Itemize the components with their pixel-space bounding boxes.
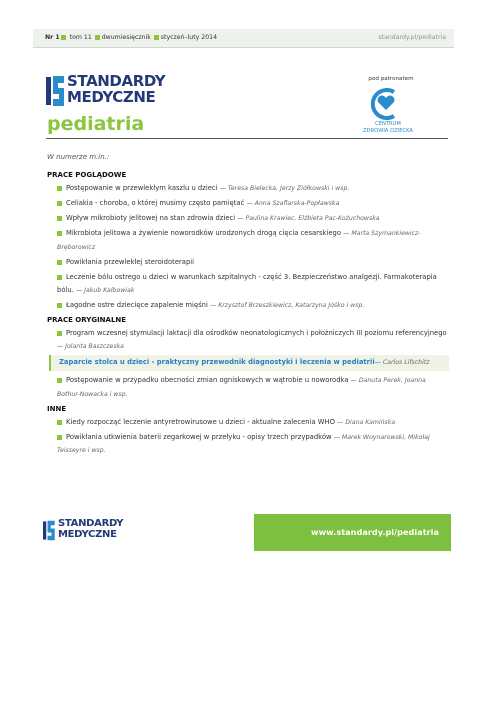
header-divider [46,138,448,139]
bullet-square-icon [57,260,62,265]
header-url[interactable]: standardy.pl/pediatria [378,34,446,41]
article-authors: — Teresa Bielecka, Jerzy Ziółkowski i wsp. [219,185,350,193]
list-item[interactable] [47,197,449,210]
list-item[interactable] [47,299,449,312]
article-title: Powikłania utkwienia baterii zegarkowej w przełyku - opisy trzech przypadków [66,432,332,441]
bullet-square-icon [57,216,62,221]
issue-bar [33,29,454,48]
logo-mark-icon [46,74,66,108]
issue-frequency: dwumiesięcznik [101,34,151,41]
patronage-name-line-2: ZDROWIA DZIECKA [363,128,413,134]
footer-logo-line-2: MEDYCZNE [58,528,117,540]
bullet-square-icon [154,35,159,40]
patronage-label: pod patronatem [368,76,414,82]
bullet-square-icon [57,201,62,206]
logo-mark-icon [43,519,56,542]
bullet-square-icon [57,378,62,383]
article-authors: — Anna Szaflarska-Popławska [246,200,340,208]
bullet-square-icon [61,35,66,40]
article-title: Postępowanie w przypadku obecności zmian ogniskowych w wątrobie u noworodka [66,376,349,385]
article-title: Kiedy rozpocząć leczenie antyretrowirusowe u dzieci - aktualne zalecenia WHO [66,417,335,426]
list-item[interactable] [47,227,449,253]
section-heading: PRACE POGLĄDOWE [47,171,127,180]
issue-volume: tom 11 [69,34,92,41]
table-of-contents [47,151,449,459]
featured-article-title: Zaparcie stolca u dzieci - praktyczny przewodnik diagnostyki i leczenia w pediatrii [59,358,375,367]
featured-article-authors: — Carlos Lifschitz [374,359,430,367]
footer-logo [43,519,153,543]
bullet-square-icon [57,435,62,440]
article-authors: — Krzysztof Brzeszkiewicz, Katarzyna Jóśko i wsp. [210,301,365,309]
article-title: Celiakia - choroba, o której musimy często pamiętać [66,199,245,208]
footer-logo-wordmark [58,519,123,540]
article-title: Leczenie bólu ostrego u dzieci w warunkach szpitalnych - część 3. Bezpieczeństwo analgezji. Farmakoterapia bólu. [57,272,437,294]
list-item[interactable] [47,416,449,429]
list-item[interactable] [47,212,449,225]
list-item[interactable] [47,271,449,297]
section-heading: INNE [47,404,67,413]
bullet-square-icon [57,186,62,191]
featured-article[interactable] [49,355,449,371]
bullet-square-icon [57,331,62,336]
toc-intro: W numerze m.in.: [47,153,110,161]
article-authors: — Marek Woynarowski, Mikołaj Teisseyre i wsp. [57,433,430,454]
article-authors: — Diana Kamińska [337,418,396,426]
list-item[interactable] [47,374,449,400]
article-title: Powikłania przewlekłej steroidoterapii [66,257,195,266]
article-authors: — Jolanta Baszczeska [57,343,124,351]
article-title: Łagodne ostre dziecięce zapalenie mięśni [66,300,208,309]
logo-line-2: MEDYCZNE [67,88,156,106]
footer-url[interactable]: www.standardy.pl/pediatria [311,527,439,537]
patronage-name-line-1: CENTRUM [375,121,401,127]
bullet-square-icon [57,231,62,236]
section-heading: PRACE ORYGINALNE [47,316,127,325]
bullet-square-icon [57,303,62,308]
bullet-square-icon [57,275,62,280]
article-title: Program wczesnej stymulacji laktacji dla ośrodków neonatologicznych i położniczych III poziomu referencyjnego [66,329,447,338]
article-title: Wpływ mikrobioty jelitowej na stan zdrowia dzieci [66,214,236,223]
list-item[interactable] [47,182,449,195]
logo-wordmark [67,73,165,105]
article-authors: — Marta Szymankiewicz-Bręborowicz [57,230,421,251]
issue-date: styczeń–luty 2014 [160,34,218,41]
journal-subtitle: pediatria [47,113,145,135]
list-item[interactable] [47,256,449,269]
article-authors: — Paulina Krawiec, Elżbieta Pac-Kożuchowska [237,215,380,223]
footer-url-box[interactable] [254,514,451,551]
heart-icon [364,88,408,120]
footer-logo-line-1: STANDARDY [58,518,124,529]
issue-number: Nr 1 [45,34,60,41]
article-title: Postępowanie w przewlekłym kaszlu u dzieci [66,184,218,193]
journal-logo [46,73,206,109]
list-item[interactable] [47,327,449,353]
bullet-square-icon [57,420,62,425]
issue-info [45,34,217,41]
patronage-name [350,121,426,135]
article-authors: — Jakub Kalbowiak [76,286,135,294]
article-title: Mikrobiota jelitowa a żywienie noworodków urodzonych drogą cięcia cesarskiego [66,229,341,238]
article-authors: — Danuta Perek, Joanna Bothur-Nowacka i wsp. [57,377,426,398]
logo-line-1: STANDARDY [67,72,166,90]
bullet-square-icon [95,35,100,40]
list-item[interactable] [47,431,449,457]
